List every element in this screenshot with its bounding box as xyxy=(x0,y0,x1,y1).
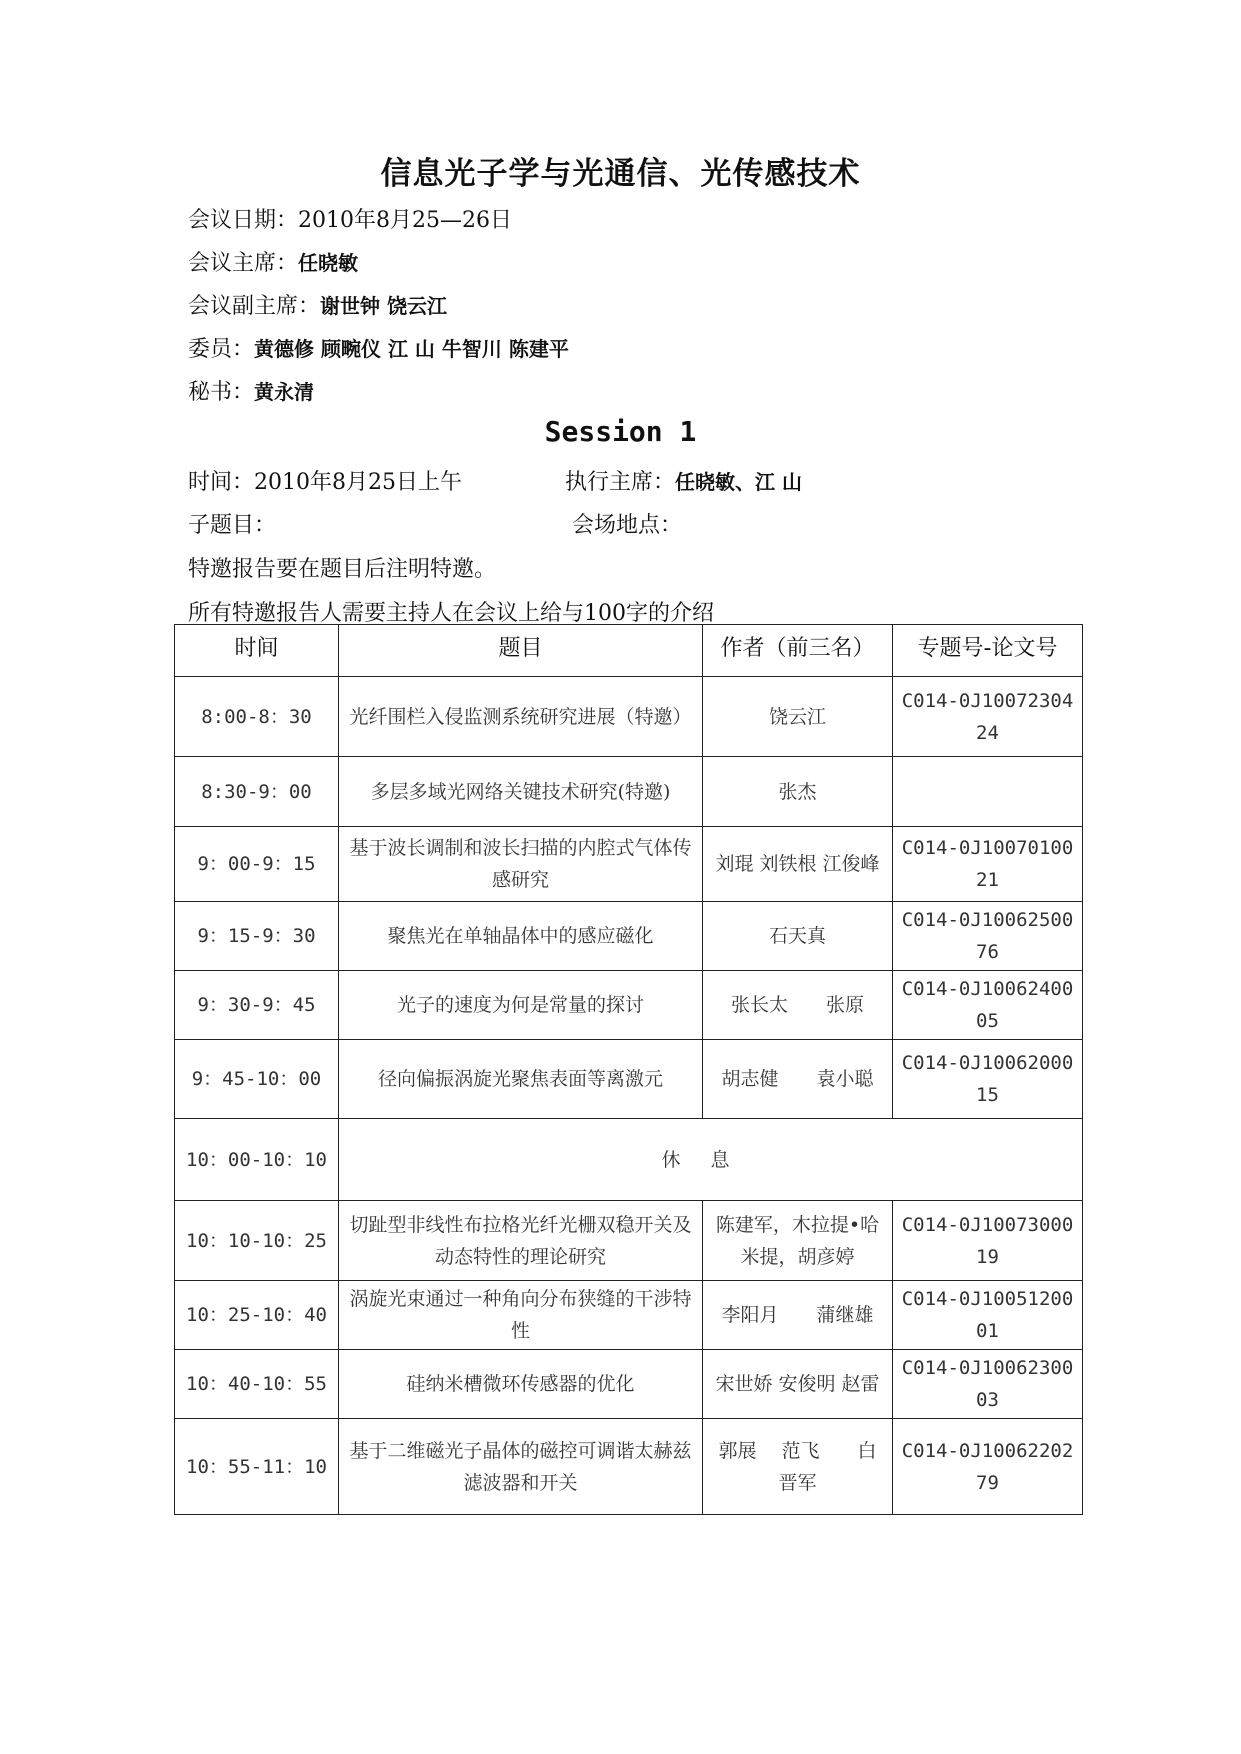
break-cell: 休息 xyxy=(339,1119,1083,1201)
cell-time: 9：30-9：45 xyxy=(175,971,339,1040)
cell-code: C014-0J1006250076 xyxy=(893,902,1083,971)
exec-chair-label: 执行主席： xyxy=(565,470,676,495)
cell-title: 多层多域光网络关键技术研究(特邀) xyxy=(339,757,703,827)
table-header-row xyxy=(175,625,1083,677)
cell-time: 10：55-11：10 xyxy=(175,1419,339,1515)
cell-code: C014-0J1007230424 xyxy=(893,677,1083,757)
table-row xyxy=(175,1419,1083,1515)
table-row xyxy=(175,1040,1083,1119)
cell-title: 光子的速度为何是常量的探讨 xyxy=(339,971,703,1040)
session-time xyxy=(188,465,462,496)
cell-authors: 郭展 范飞 白晋军 xyxy=(703,1419,893,1515)
cell-title: 切趾型非线性布拉格光纤光栅双稳开关及动态特性的理论研究 xyxy=(339,1201,703,1281)
cell-time: 10：40-10：55 xyxy=(175,1350,339,1419)
cell-title: 基于二维磁光子晶体的磁控可调谐太赫兹滤波器和开关 xyxy=(339,1419,703,1515)
members-label: 委员： xyxy=(188,337,255,362)
table-row xyxy=(175,1281,1083,1350)
chair-line xyxy=(188,246,358,277)
vice-chair-label: 会议副主席： xyxy=(188,294,321,319)
secretary-value: 黄永清 xyxy=(254,380,315,404)
table-row xyxy=(175,757,1083,827)
date-value: 2010年8月25—26日 xyxy=(298,208,512,233)
invited-note: 特邀报告要在题目后注明特邀。 xyxy=(188,557,497,582)
cell-code: C014-0J1005120001 xyxy=(893,1281,1083,1350)
cell-time: 8:30-9：00 xyxy=(175,757,339,827)
schedule-table xyxy=(174,624,1083,1515)
date-label: 会议日期： xyxy=(188,208,299,233)
cell-time: 9：00-9：15 xyxy=(175,827,339,902)
table-row-break xyxy=(175,1119,1083,1201)
cell-title: 涡旋光束通过一种角向分布狭缝的干涉特性 xyxy=(339,1281,703,1350)
table-row xyxy=(175,827,1083,902)
cell-title: 聚焦光在单轴晶体中的感应磁化 xyxy=(339,902,703,971)
cell-code: C014-0J1007300019 xyxy=(893,1201,1083,1281)
cell-time: 10：25-10：40 xyxy=(175,1281,339,1350)
members-value: 黄德修 顾畹仪 江 山 牛智川 陈建平 xyxy=(254,337,569,361)
cell-authors: 李阳月 蒲继雄 xyxy=(703,1281,893,1350)
exec-chair xyxy=(565,465,802,496)
secretary-label: 秘书： xyxy=(188,380,255,405)
members-line xyxy=(188,332,569,363)
cell-authors: 张杰 xyxy=(703,757,893,827)
page-title: 信息光子学与光通信、光传感技术 xyxy=(380,156,861,192)
table-row xyxy=(175,1201,1083,1281)
header-authors: 作者（前三名） xyxy=(703,625,893,677)
intro-note: 所有特邀报告人需要主持人在会议上给与100字的介绍 xyxy=(188,601,714,626)
vice-chair-value: 谢世钟 饶云江 xyxy=(320,294,447,318)
table-row xyxy=(175,677,1083,757)
cell-time: 9：15-9：30 xyxy=(175,902,339,971)
cell-title: 光纤围栏入侵监测系统研究进展（特邀） xyxy=(339,677,703,757)
chair-value: 任晓敏 xyxy=(298,251,359,275)
cell-time: 10：10-10：25 xyxy=(175,1201,339,1281)
cell-title: 硅纳米槽微环传感器的优化 xyxy=(339,1350,703,1419)
cell-authors: 胡志健 袁小聪 xyxy=(703,1040,893,1119)
header-time: 时间 xyxy=(175,625,339,677)
cell-time: 9：45-10：00 xyxy=(175,1040,339,1119)
session-time-label: 时间： xyxy=(188,470,255,495)
vice-chair-line xyxy=(188,289,447,320)
table-row xyxy=(175,1350,1083,1419)
cell-authors: 宋世娇 安俊明 赵雷 xyxy=(703,1350,893,1419)
cell-code: C014-0J1007010021 xyxy=(893,827,1083,902)
table-row xyxy=(175,902,1083,971)
venue-label: 会场地点： xyxy=(572,513,683,538)
secretary-line xyxy=(188,375,314,406)
date-line xyxy=(188,203,512,234)
cell-title: 基于波长调制和波长扫描的内腔式气体传感研究 xyxy=(339,827,703,902)
table-row xyxy=(175,971,1083,1040)
cell-code: C014-0J1006230003 xyxy=(893,1350,1083,1419)
cell-title: 径向偏振涡旋光聚焦表面等离激元 xyxy=(339,1040,703,1119)
cell-authors: 刘琨 刘铁根 江俊峰 xyxy=(703,827,893,902)
cell-authors: 张长太 张原 xyxy=(703,971,893,1040)
session-title: Session 1 xyxy=(544,415,697,448)
subtopic-label: 子题目： xyxy=(188,513,277,538)
cell-code: C014-0J1006220279 xyxy=(893,1419,1083,1515)
header-title: 题目 xyxy=(339,625,703,677)
cell-authors: 石天真 xyxy=(703,902,893,971)
cell-authors: 饶云江 xyxy=(703,677,893,757)
cell-code: C014-0J1006200015 xyxy=(893,1040,1083,1119)
exec-chair-value: 任晓敏、江 山 xyxy=(675,470,802,494)
cell-code: C014-0J1006240005 xyxy=(893,971,1083,1040)
cell-time: 8:00-8：30 xyxy=(175,677,339,757)
cell-authors: 陈建军，木拉提•哈米提，胡彦婷 xyxy=(703,1201,893,1281)
header-code: 专题号-论文号 xyxy=(893,625,1083,677)
session-time-value: 2010年8月25日上午 xyxy=(254,470,462,495)
chair-label: 会议主席： xyxy=(188,251,299,276)
cell-code xyxy=(893,757,1083,827)
cell-time: 10：00-10：10 xyxy=(175,1119,339,1201)
